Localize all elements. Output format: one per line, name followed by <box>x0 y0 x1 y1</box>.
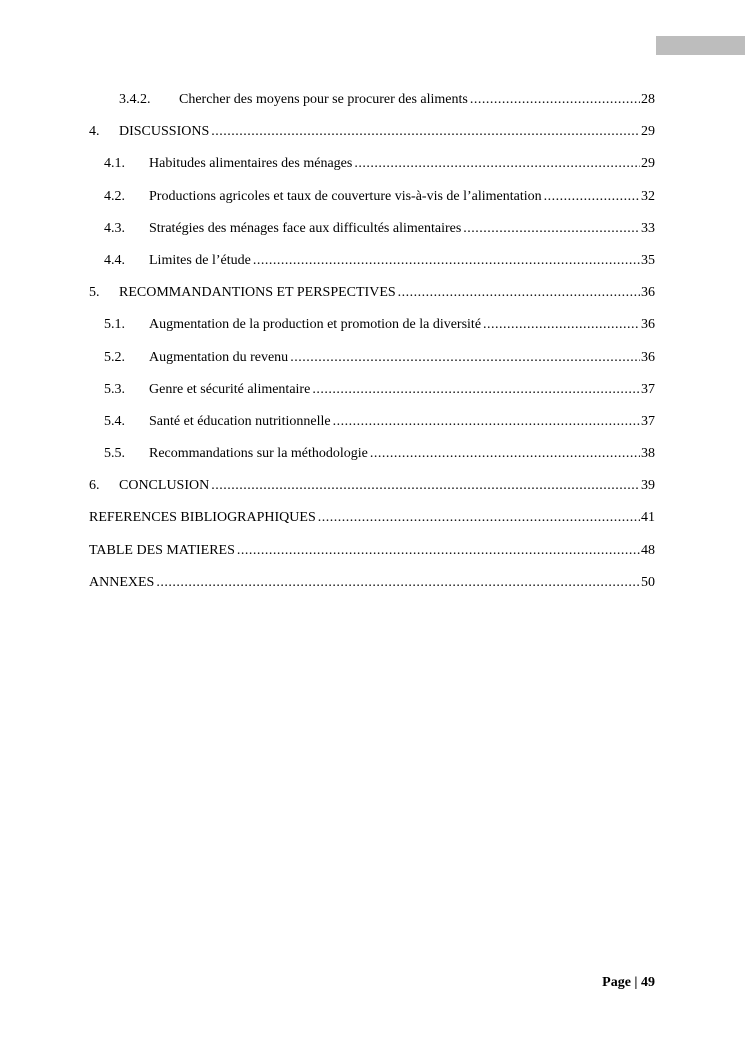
toc-entry[interactable] <box>89 120 655 152</box>
toc-entry-number: 5.3. <box>104 381 125 397</box>
toc-entry[interactable] <box>89 506 655 538</box>
page-footer <box>500 972 655 994</box>
toc-dot-leader <box>290 346 640 370</box>
toc-entry[interactable] <box>89 442 655 474</box>
toc-entry-title: Genre et sécurité alimentaire <box>149 381 311 397</box>
toc-entry[interactable] <box>89 539 655 571</box>
toc-entry-title: Habitudes alimentaires des ménages <box>149 156 353 172</box>
footer-page-label: Page <box>602 975 631 990</box>
toc-dot-leader <box>370 442 640 466</box>
toc-entry-page: 39 <box>641 478 655 494</box>
toc-entry-page: 28 <box>641 92 655 107</box>
toc-entry-title: TABLE DES MATIERES <box>89 542 235 558</box>
toc-entry-title: REFERENCES BIBLIOGRAPHIQUES <box>89 510 316 526</box>
toc-entry[interactable] <box>89 346 655 378</box>
toc-entry-number: 3.4.2. <box>119 92 151 107</box>
toc-entry[interactable] <box>89 410 655 442</box>
toc-entry-page: 33 <box>641 220 655 236</box>
toc-entry-page: 38 <box>641 446 655 462</box>
toc-entry-number: 5.4. <box>104 413 125 429</box>
toc-entry-number: 4.4. <box>104 252 125 268</box>
toc-entry-page: 35 <box>641 252 655 268</box>
toc-entry[interactable] <box>89 249 655 281</box>
toc-entry-page: 37 <box>641 381 655 397</box>
table-of-contents <box>89 88 655 603</box>
toc-entry-number: 4.3. <box>104 220 125 236</box>
toc-entry[interactable] <box>89 88 655 120</box>
toc-entry[interactable] <box>89 152 655 184</box>
toc-dot-leader <box>312 378 640 402</box>
toc-entry-title: Stratégies des ménages face aux difficultés alimentaires <box>149 220 462 236</box>
toc-entry-title: CONCLUSION <box>119 478 210 494</box>
toc-entry[interactable] <box>89 313 655 345</box>
toc-entry-number: 4.1. <box>104 156 125 172</box>
toc-entry-title: ANNEXES <box>89 574 155 590</box>
toc-dot-leader <box>156 571 640 595</box>
toc-dot-leader <box>211 474 640 498</box>
toc-dot-leader <box>237 539 640 563</box>
toc-entry-number: 5. <box>89 285 100 301</box>
toc-entry-title: Augmentation du revenu <box>149 349 289 365</box>
toc-entry-page: 36 <box>641 285 655 301</box>
toc-entry-title: Santé et éducation nutritionnelle <box>149 413 331 429</box>
toc-entry-number: 5.5. <box>104 446 125 462</box>
toc-entry-number: 6. <box>89 478 100 494</box>
toc-entry-page: 36 <box>641 349 655 365</box>
toc-dot-leader <box>253 249 640 273</box>
toc-entry-title: Productions agricoles et taux de couverture vis-à-vis de l’alimentation <box>149 188 542 204</box>
toc-dot-leader <box>211 120 640 144</box>
toc-entry-page: 50 <box>641 574 655 590</box>
toc-entry-title: Augmentation de la production et promotion de la diversité <box>149 317 482 333</box>
toc-entry[interactable] <box>89 281 655 313</box>
header-corner-tab <box>656 36 745 55</box>
toc-entry-page: 29 <box>641 124 655 140</box>
toc-dot-leader <box>463 217 640 241</box>
toc-entry-number: 4.2. <box>104 188 125 204</box>
toc-entry[interactable] <box>89 474 655 506</box>
toc-entry-title: Recommandations sur la méthodologie <box>149 446 368 462</box>
toc-entry-page: 48 <box>641 542 655 558</box>
toc-dot-leader <box>333 410 640 434</box>
toc-entry[interactable] <box>89 571 655 603</box>
toc-entry-page: 32 <box>641 188 655 204</box>
toc-entry-title: RECOMMANDANTIONS ET PERSPECTIVES <box>119 285 396 301</box>
toc-entry[interactable] <box>89 185 655 217</box>
toc-entry[interactable] <box>89 217 655 249</box>
footer-separator: | <box>634 975 638 990</box>
toc-entry-number: 4. <box>89 124 100 140</box>
footer-page-number: 49 <box>641 975 655 990</box>
toc-entry-number: 5.1. <box>104 317 125 333</box>
toc-dot-leader <box>483 313 640 337</box>
toc-entry-page: 29 <box>641 156 655 172</box>
toc-entry-title: DISCUSSIONS <box>119 124 210 140</box>
toc-dot-leader <box>470 88 640 112</box>
toc-dot-leader <box>544 185 640 209</box>
toc-entry-page: 36 <box>641 317 655 333</box>
toc-dot-leader <box>354 152 640 176</box>
toc-entry-title: Chercher des moyens pour se procurer des aliments <box>179 92 468 107</box>
toc-dot-leader <box>398 281 640 305</box>
toc-dot-leader <box>318 506 640 530</box>
toc-entry-number: 5.2. <box>104 349 125 365</box>
toc-entry-page: 37 <box>641 413 655 429</box>
toc-entry[interactable] <box>89 378 655 410</box>
toc-entry-page: 41 <box>641 510 655 526</box>
toc-entry-title: Limites de l’étude <box>149 252 251 268</box>
